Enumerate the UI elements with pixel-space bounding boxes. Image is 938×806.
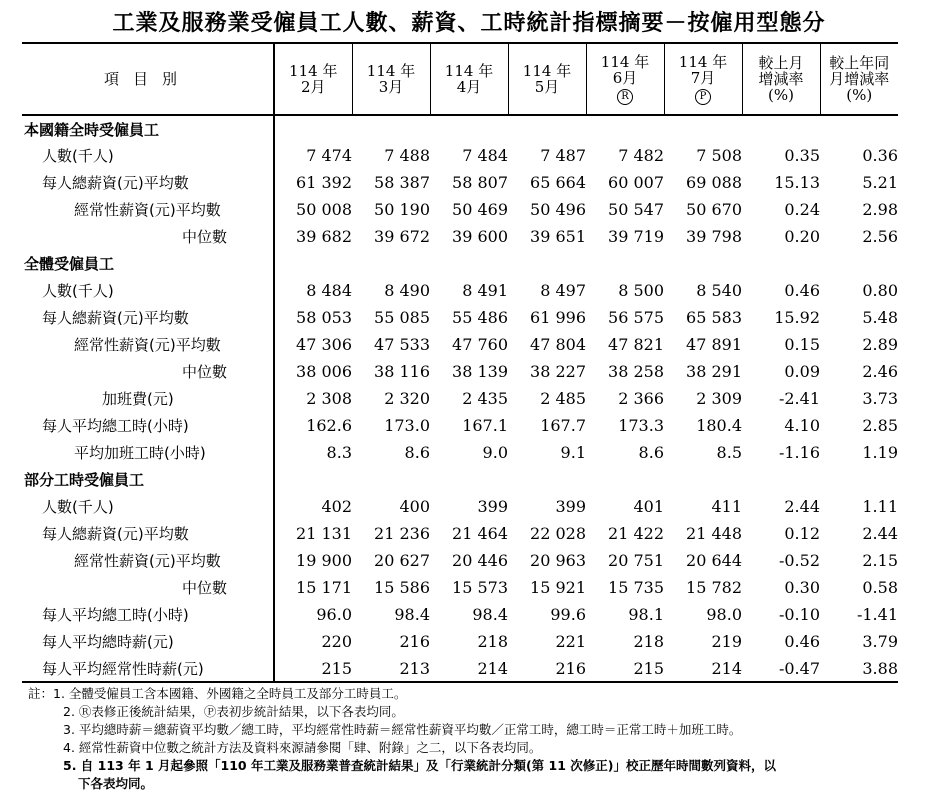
page-title: 工業及服務業受僱員工人數、薪資、工時統計指標摘要－按僱用型態分 bbox=[112, 11, 826, 36]
column-header bbox=[352, 43, 430, 115]
table-cell: 2 435 bbox=[462, 389, 508, 408]
table-cell bbox=[742, 250, 820, 277]
table-cell: 15 171 bbox=[296, 578, 352, 597]
table-row bbox=[22, 277, 898, 304]
column-header bbox=[742, 43, 820, 115]
table-cell: 20 963 bbox=[530, 551, 586, 570]
table-cell: 39 672 bbox=[374, 227, 430, 246]
table-cell: 8 500 bbox=[618, 281, 664, 300]
column-header-line1: 114 年 bbox=[600, 52, 650, 71]
table-cell: 38 116 bbox=[374, 362, 430, 381]
table-row bbox=[22, 358, 898, 385]
table-cell: 2.46 bbox=[862, 362, 898, 381]
row-label: 中位數 bbox=[22, 574, 274, 601]
table-cell bbox=[742, 115, 820, 142]
footnote-text: 4. 經常性薪資中位數之統計方法及資料來源請參閱「肆、附錄」之二，以下各表均同。 bbox=[63, 740, 542, 755]
table-row bbox=[22, 142, 898, 169]
column-header-line3: (%) bbox=[846, 86, 873, 104]
table-cell: 38 258 bbox=[608, 362, 664, 381]
section-label: 部分工時受僱員工 bbox=[22, 466, 274, 493]
table-cell bbox=[274, 250, 352, 277]
footnotes bbox=[28, 685, 933, 793]
table-cell: 58 807 bbox=[452, 173, 508, 192]
column-header-line2: 6月 bbox=[612, 68, 638, 87]
column-header-line1: 114 年 bbox=[444, 62, 494, 80]
row-label: 中位數 bbox=[22, 358, 274, 385]
table-cell: 7 482 bbox=[618, 146, 664, 165]
table-cell: 50 670 bbox=[686, 200, 742, 219]
table-cell: 20 644 bbox=[686, 551, 742, 570]
table-cell: 38 139 bbox=[452, 362, 508, 381]
table-cell bbox=[586, 250, 664, 277]
column-header-line3 bbox=[679, 86, 727, 105]
column-header-line2: 增減率 bbox=[758, 70, 804, 88]
table-cell: 39 798 bbox=[686, 227, 742, 246]
table-cell: 2 485 bbox=[540, 389, 586, 408]
column-header-line2: 4月 bbox=[456, 78, 482, 96]
table-cell: 55 085 bbox=[374, 308, 430, 327]
table-cell: 20 627 bbox=[374, 551, 430, 570]
row-label: 經常性薪資(元)平均數 bbox=[22, 547, 274, 574]
table-cell: -1.41 bbox=[856, 605, 898, 624]
table-cell: 0.80 bbox=[862, 281, 898, 300]
column-header bbox=[820, 43, 898, 115]
row-label: 人數(千人) bbox=[22, 277, 274, 304]
table-cell: 47 760 bbox=[452, 335, 508, 354]
table-cell bbox=[508, 115, 586, 142]
table-cell bbox=[508, 250, 586, 277]
table-cell: 21 422 bbox=[608, 524, 664, 543]
table-cell: 38 006 bbox=[296, 362, 352, 381]
table-row bbox=[22, 385, 898, 412]
statistics-table bbox=[22, 42, 898, 683]
table-cell: 65 664 bbox=[530, 173, 586, 192]
table-cell: 47 821 bbox=[608, 335, 664, 354]
table-cell bbox=[430, 115, 508, 142]
table-row bbox=[22, 628, 898, 655]
table-cell: 39 600 bbox=[452, 227, 508, 246]
table-cell: 20 446 bbox=[452, 551, 508, 570]
table-cell: 4.10 bbox=[784, 416, 820, 435]
table-cell: 8 540 bbox=[696, 281, 742, 300]
column-header bbox=[586, 43, 664, 115]
table-cell: 9.1 bbox=[560, 443, 586, 462]
table-row bbox=[22, 196, 898, 223]
table-cell: 400 bbox=[399, 497, 430, 516]
row-label: 加班費(元) bbox=[22, 385, 274, 412]
footnote bbox=[28, 721, 933, 739]
table-cell: 15 573 bbox=[452, 578, 508, 597]
row-label: 每人平均經常性時薪(元) bbox=[22, 655, 274, 682]
table-cell bbox=[430, 250, 508, 277]
table-cell: 5.21 bbox=[862, 173, 898, 192]
table-cell: 58 387 bbox=[374, 173, 430, 192]
table-cell: 8 484 bbox=[306, 281, 352, 300]
footnote-prefix: 註： bbox=[28, 686, 54, 701]
column-header-line2: 7月 bbox=[690, 68, 716, 87]
column-header-line1: 114 年 bbox=[366, 62, 416, 80]
column-header-line2: 3月 bbox=[378, 78, 404, 96]
table-cell: 50 496 bbox=[530, 200, 586, 219]
table-cell: 8.5 bbox=[716, 443, 742, 462]
table-cell: 214 bbox=[711, 658, 742, 678]
table-cell: 2.44 bbox=[784, 497, 820, 516]
table-cell bbox=[664, 250, 742, 277]
table-cell: 401 bbox=[633, 497, 664, 516]
table-cell: 2.89 bbox=[862, 335, 898, 354]
row-label: 人數(千人) bbox=[22, 142, 274, 169]
table-cell: 8.3 bbox=[326, 443, 352, 462]
table-row bbox=[22, 520, 898, 547]
table-cell: 21 131 bbox=[296, 524, 352, 543]
row-label: 中位數 bbox=[22, 223, 274, 250]
table-cell: 15 586 bbox=[374, 578, 430, 597]
table-cell: 220 bbox=[321, 632, 352, 651]
section-label: 本國籍全時受僱員工 bbox=[22, 115, 274, 142]
table-cell: 98.4 bbox=[472, 605, 508, 624]
table-cell: 162.6 bbox=[306, 416, 352, 435]
column-header bbox=[664, 43, 742, 115]
table-body bbox=[22, 115, 898, 682]
table-cell: 411 bbox=[711, 497, 742, 516]
footnote bbox=[28, 739, 933, 757]
footnote bbox=[28, 757, 933, 775]
table-cell: 38 227 bbox=[530, 362, 586, 381]
section-row bbox=[22, 466, 898, 493]
table-cell: 50 190 bbox=[374, 200, 430, 219]
table-cell: 19 900 bbox=[296, 551, 352, 570]
revised-mark-icon: R bbox=[617, 89, 633, 105]
table-cell: 167.7 bbox=[540, 416, 586, 435]
table-cell: 218 bbox=[477, 632, 508, 651]
table-row bbox=[22, 331, 898, 358]
table-cell: 8.6 bbox=[404, 443, 430, 462]
table-cell: 180.4 bbox=[696, 416, 742, 435]
table-cell bbox=[820, 250, 898, 277]
column-header-line1: 較上月 bbox=[758, 54, 804, 72]
table-cell bbox=[352, 466, 430, 493]
table-row bbox=[22, 169, 898, 196]
table-cell: 216 bbox=[399, 632, 430, 651]
table-cell: 7 508 bbox=[696, 146, 742, 165]
table-cell: 98.4 bbox=[394, 605, 430, 624]
table-row bbox=[22, 655, 898, 682]
table-cell: 39 719 bbox=[608, 227, 664, 246]
table-cell: 213 bbox=[399, 658, 430, 678]
table-cell: 39 682 bbox=[296, 227, 352, 246]
table-cell: 215 bbox=[633, 658, 664, 678]
preliminary-mark-icon: P bbox=[695, 89, 711, 105]
column-header-line1: 114 年 bbox=[678, 52, 728, 71]
table-cell: 50 547 bbox=[608, 200, 664, 219]
row-label: 每人總薪資(元)平均數 bbox=[22, 304, 274, 331]
table-cell: 7 474 bbox=[306, 146, 352, 165]
table-cell: 0.36 bbox=[862, 146, 898, 165]
table-cell bbox=[352, 115, 430, 142]
table-cell: 214 bbox=[477, 658, 508, 678]
table-cell: 65 583 bbox=[686, 308, 742, 327]
row-label: 每人平均總工時(小時) bbox=[22, 412, 274, 439]
row-label: 每人平均總工時(小時) bbox=[22, 601, 274, 628]
table-row bbox=[22, 439, 898, 466]
table-cell: 215 bbox=[321, 658, 352, 678]
table-row bbox=[22, 601, 898, 628]
table-cell: 167.1 bbox=[462, 416, 508, 435]
table-cell: 55 486 bbox=[452, 308, 508, 327]
table-cell: 2.44 bbox=[862, 524, 898, 543]
table-cell: 0.35 bbox=[784, 146, 820, 165]
table-cell bbox=[664, 466, 742, 493]
table-cell: 21 464 bbox=[452, 524, 508, 543]
table-cell: 5.48 bbox=[862, 308, 898, 327]
table-cell: 2.56 bbox=[862, 227, 898, 246]
table-cell: 8.6 bbox=[638, 443, 664, 462]
table-cell: 9.0 bbox=[482, 443, 508, 462]
table-cell: 7 484 bbox=[462, 146, 508, 165]
row-label: 每人總薪資(元)平均數 bbox=[22, 169, 274, 196]
row-label: 每人平均總時薪(元) bbox=[22, 628, 274, 655]
section-label: 全體受僱員工 bbox=[22, 250, 274, 277]
table-cell: 50 469 bbox=[452, 200, 508, 219]
table-cell: -1.16 bbox=[778, 443, 820, 462]
table-cell: 3.73 bbox=[862, 389, 898, 408]
table-cell: 58 053 bbox=[296, 308, 352, 327]
table-cell: -2.41 bbox=[778, 389, 820, 408]
table-cell: 99.6 bbox=[550, 605, 586, 624]
row-label: 人數(千人) bbox=[22, 493, 274, 520]
table-cell: 7 487 bbox=[540, 146, 586, 165]
table-cell: 0.46 bbox=[784, 281, 820, 300]
table-cell: 0.15 bbox=[784, 335, 820, 354]
table-cell: -0.10 bbox=[778, 605, 820, 624]
table-cell: 22 028 bbox=[530, 524, 586, 543]
table-cell: 69 088 bbox=[686, 173, 742, 192]
table-cell: 56 575 bbox=[608, 308, 664, 327]
column-header-line2: 月增減率 bbox=[829, 70, 890, 88]
table-cell: 2 308 bbox=[306, 389, 352, 408]
table-cell: 399 bbox=[477, 497, 508, 516]
column-header-line2: 5月 bbox=[534, 78, 560, 96]
table-cell: 2 320 bbox=[384, 389, 430, 408]
section-row bbox=[22, 115, 898, 142]
table-cell: 50 008 bbox=[296, 200, 352, 219]
table-cell: 219 bbox=[711, 632, 742, 651]
table-cell bbox=[664, 115, 742, 142]
column-header-line3 bbox=[601, 86, 649, 105]
row-label: 平均加班工時(小時) bbox=[22, 439, 274, 466]
table-cell bbox=[508, 466, 586, 493]
table-cell: 8 490 bbox=[384, 281, 430, 300]
table-row bbox=[22, 223, 898, 250]
table-cell: 0.12 bbox=[784, 524, 820, 543]
table-cell: 38 291 bbox=[686, 362, 742, 381]
table-cell: 2.98 bbox=[862, 200, 898, 219]
table-cell: 15 921 bbox=[530, 578, 586, 597]
table-cell: 21 448 bbox=[686, 524, 742, 543]
column-header-line2: 2月 bbox=[300, 78, 326, 96]
table-cell: 2.85 bbox=[862, 416, 898, 435]
table-cell bbox=[274, 115, 352, 142]
footnote-text: 3. 平均總時薪＝總薪資平均數／總工時，平均經常性時薪＝經常性薪資平均數／正常工時，總工時＝正常工時＋加班工時。 bbox=[63, 722, 742, 737]
table-cell bbox=[820, 466, 898, 493]
table-cell bbox=[586, 466, 664, 493]
table-cell: 0.20 bbox=[784, 227, 820, 246]
table-cell: 402 bbox=[321, 497, 352, 516]
table-cell bbox=[742, 466, 820, 493]
footnote-text: 2. Ⓡ表修正後統計結果，Ⓟ表初步統計結果，以下各表均同。 bbox=[63, 704, 404, 719]
footnote-text: 5. 自 113 年 1 月起參照「110 年工業及服務業普查統計結果」及「行業統計分類(第 11 次修正)」校正歷年時間數列資料，以 bbox=[63, 758, 776, 773]
table-cell bbox=[430, 466, 508, 493]
table-cell: 15 735 bbox=[608, 578, 664, 597]
table-cell: 0.46 bbox=[784, 632, 820, 651]
footnote bbox=[28, 703, 933, 721]
item-column-header: 項目別 bbox=[22, 43, 274, 115]
column-header-line1: 較上年同 bbox=[829, 54, 890, 72]
table-cell: 21 236 bbox=[374, 524, 430, 543]
table-cell: 2 309 bbox=[696, 389, 742, 408]
section-row bbox=[22, 250, 898, 277]
table-cell: 61 392 bbox=[296, 173, 352, 192]
table-row bbox=[22, 547, 898, 574]
table-cell: 20 751 bbox=[608, 551, 664, 570]
table-cell: 7 488 bbox=[384, 146, 430, 165]
table-cell: 47 804 bbox=[530, 335, 586, 354]
table-cell bbox=[586, 115, 664, 142]
table-cell: 173.3 bbox=[618, 416, 664, 435]
table-cell: 218 bbox=[633, 632, 664, 651]
row-label: 每人總薪資(元)平均數 bbox=[22, 520, 274, 547]
table-cell: 60 007 bbox=[608, 173, 664, 192]
table-cell: 15 782 bbox=[686, 578, 742, 597]
footnote-text: 1. 全體受僱員工含本國籍、外國籍之全時員工及部分工時員工。 bbox=[53, 686, 407, 701]
table-row bbox=[22, 304, 898, 331]
table-row bbox=[22, 574, 898, 601]
table-cell: 3.79 bbox=[862, 632, 898, 651]
column-header bbox=[508, 43, 586, 115]
table-cell: 15.13 bbox=[774, 173, 820, 192]
table-cell: 47 306 bbox=[296, 335, 352, 354]
table-cell: -0.47 bbox=[778, 658, 820, 678]
table-cell: 47 533 bbox=[374, 335, 430, 354]
table-cell: 39 651 bbox=[530, 227, 586, 246]
table-cell: 8 491 bbox=[462, 281, 508, 300]
table-cell: 3.88 bbox=[862, 658, 898, 678]
table-cell: 98.0 bbox=[706, 605, 742, 624]
table-cell: 1.11 bbox=[862, 497, 898, 516]
table-cell: 15.92 bbox=[774, 308, 820, 327]
table-cell: 61 996 bbox=[530, 308, 586, 327]
table-cell: 216 bbox=[555, 658, 586, 678]
column-header-line1: 114 年 bbox=[522, 62, 572, 80]
table-header bbox=[22, 43, 898, 115]
table-cell: 8 497 bbox=[540, 281, 586, 300]
table-cell: 399 bbox=[555, 497, 586, 516]
row-label: 經常性薪資(元)平均數 bbox=[22, 196, 274, 223]
table-cell: 221 bbox=[555, 632, 586, 651]
table-cell: 173.0 bbox=[384, 416, 430, 435]
column-header bbox=[274, 43, 352, 115]
table-cell bbox=[274, 466, 352, 493]
column-header bbox=[430, 43, 508, 115]
column-header-line3: (%) bbox=[768, 86, 794, 104]
table-cell: 2 366 bbox=[618, 389, 664, 408]
table-cell: 0.09 bbox=[784, 362, 820, 381]
table-cell: 47 891 bbox=[686, 335, 742, 354]
table-row bbox=[22, 493, 898, 520]
table-row bbox=[22, 412, 898, 439]
table-cell: 2.15 bbox=[862, 551, 898, 570]
table-cell: 98.1 bbox=[628, 605, 664, 624]
footnote bbox=[28, 685, 933, 703]
table-cell: 0.30 bbox=[784, 578, 820, 597]
table-cell bbox=[352, 250, 430, 277]
table-cell: -0.52 bbox=[778, 551, 820, 570]
column-header-line1: 114 年 bbox=[289, 62, 338, 80]
table-cell: 0.58 bbox=[862, 578, 898, 597]
table-cell: 1.19 bbox=[862, 443, 898, 462]
footnote bbox=[28, 775, 933, 793]
table-cell: 96.0 bbox=[316, 605, 352, 624]
table-cell bbox=[820, 115, 898, 142]
footnote-text: 下各表均同。 bbox=[78, 776, 154, 791]
table-cell: 0.24 bbox=[784, 200, 820, 219]
row-label: 經常性薪資(元)平均數 bbox=[22, 331, 274, 358]
